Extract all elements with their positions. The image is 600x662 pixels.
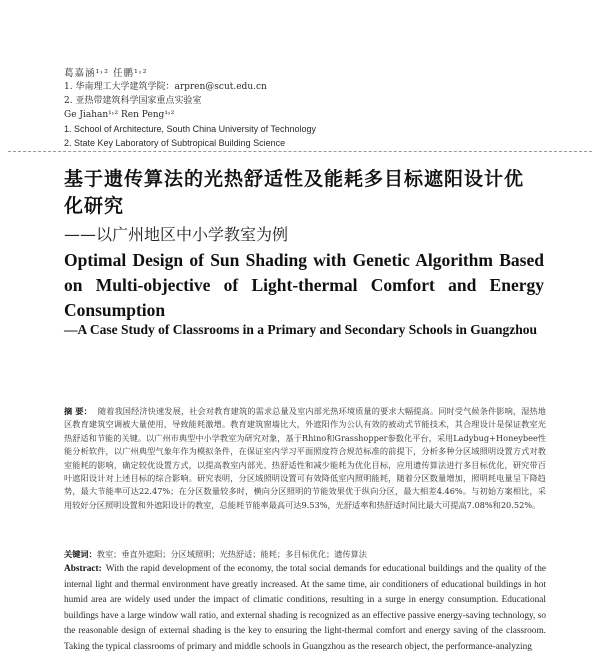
abstract-en — [64, 562, 546, 656]
affiliation-cn-2: 2. 亚热带建筑科学国家重点实验室 — [64, 96, 202, 106]
keywords-cn-label: 关键词： — [64, 549, 97, 559]
header-divider — [8, 151, 592, 152]
affiliation-en-2: 2. State Key Laboratory of Subtropical Building Science — [64, 138, 286, 148]
authors-en: Ge Jiahan¹˒² Ren Peng¹˒² — [64, 110, 175, 120]
abstract-cn — [64, 405, 546, 512]
affiliation-cn-1: 1. 华南理工大学建筑学院：arpren@scut.edu.cn — [64, 82, 267, 92]
authors-cn: 葛嘉涵¹˒² 任鹏¹˒² — [64, 68, 148, 79]
title-cn: 基于遗传算法的光热舒适性及能耗多目标遮阳设计优化研究 — [64, 168, 525, 217]
keywords-cn — [64, 548, 546, 560]
abstract-en-text: With the rapid development of the economy, the total social demands for educational buildings and the quality of the internal light and thermal environment have greatly increased. At the same time, air conditioners of educational buildings in hot humid area are widely used under the impact of climatic conditions, resulting in a surge in energy consumption. Educational buildings have a large window wall ratio, and external shading is recognized as an effective passive energy-saving technology, so the reasonable design of external shading is the key to ensuring the light-thermal comfort and energy saving of the classroom. Taking the typical classrooms of primary and middle schools in Guangzhou as the research object, the performance-analyzing — [64, 564, 546, 652]
title-en: Optimal Design of Sun Shading with Genetic Algorithm Based on Multi-objective of Light-thermal Comfort and Energy Consumption — [64, 250, 544, 320]
affiliation-en-1: 1. School of Architecture, South China University of Technology — [64, 124, 316, 134]
abstract-en-label: Abstract: — [64, 564, 102, 574]
abstract-cn-label: 摘 要： — [64, 406, 92, 416]
subtitle-en: —A Case Study of Classrooms in a Primary and Secondary Schools in Guangzhou — [64, 322, 538, 337]
keywords-cn-text: 教室；垂直外遮阳；分区域照明；光热舒适；能耗；多目标优化；遗传算法 — [96, 549, 367, 559]
subtitle-cn: ——以广州地区中小学教室为例 — [64, 225, 289, 244]
abstract-cn-text: 随着我国经济快速发展，社会对教育建筑的需求总量及室内部光热环境质量的要求大幅提高。同时受气候条件影响，湿热地区教育建筑空调被大量使用，导致能耗激增。教育建筑窗墙比大，外遮阳作为公认有效的被动式节能技术，其合理设计是保证教室光热舒适和节能的关键。以广州市典型中小学教室为研究对象，基于Rhino和Grasshopper参数化平台，采用Ladybug+Honeybee性能分析软件，以广州典型气象年作为模拟条件，在保证室内学习平面照度符合规范标准的前提下，分析多种分区域照明设置方式对教室能耗的影响，确定较优设置方式，以提高教室内部光、热舒适性和减少能耗为优化目标，应用遗传算法进行多目标优化，研究带百叶遮阳设计对上述目标的综合影响。研究表明，分区域照明设置可有效降低室内照明能耗，随着分区数量增加，照明耗电量呈下降趋势，最大节能率可达22.47%；在分区数量较多时，横向分区照明的节能效果优于纵向分区，最大相差4.46%。与初始方案相比，采用较好分区照明设置和外遮阳设计的教室，总能耗节能率最高可达9.53%，光舒适率和热舒适时间比最大可提高7.08%和20.52%。 — [64, 406, 546, 510]
